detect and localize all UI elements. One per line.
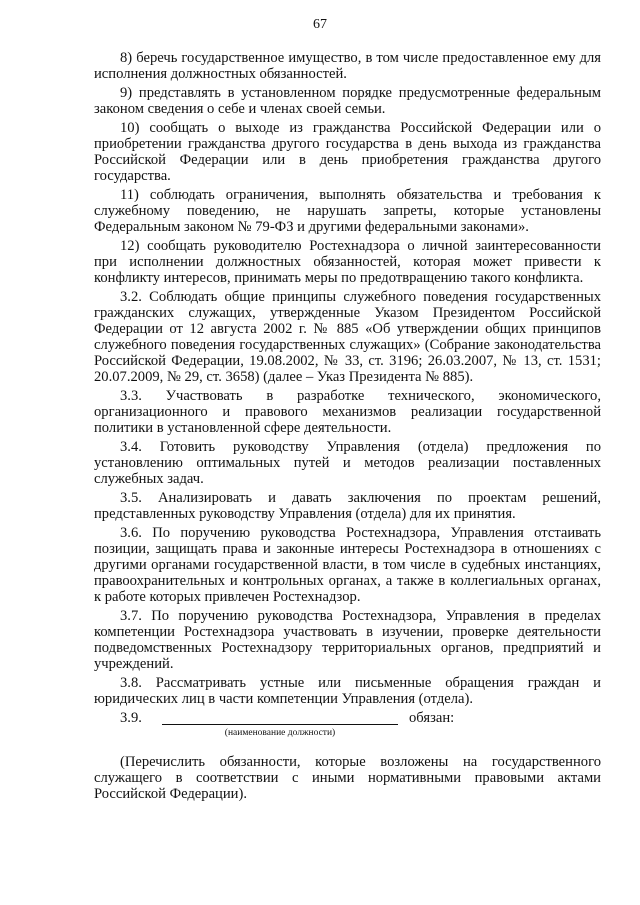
duty-item-10: 10) сообщать о выходе из гражданства Российской Федерации или о приобретении гражданства другого государства в день выхода из гражданства Российской Федерации или в день приобретения гражданства другого государства. — [94, 120, 601, 184]
duty-item-8: 8) беречь государственное имущество, в том числе предоставленное ему для исполнения должностных обязанностей. — [94, 50, 601, 82]
clause-3-3: 3.3. Участвовать в разработке технического, экономического, организационного и правового механизмов реализации государственной политики в установленной сфере деятельности. — [94, 388, 601, 436]
clause-3-9-obliged: обязан: — [409, 710, 455, 726]
clause-3-9 — [94, 710, 601, 752]
clause-3-4: 3.4. Готовить руководству Управления (отдела) предложения по установлению оптимальных путей и методов реализации поставленных служебных задач. — [94, 439, 601, 487]
clause-3-5: 3.5. Анализировать и давать заключения по проектам решений, представленных руководству Управления (отдела) для их принятия. — [94, 490, 601, 522]
duty-item-9: 9) представлять в установленном порядке предусмотренные федеральным законом сведения о себе и членах своей семьи. — [94, 85, 601, 117]
duty-item-11: 11) соблюдать ограничения, выполнять обязательства и требования к служебному поведению, не нарушать запреты, которые установлены Федеральным законом № 79-ФЗ и другими федеральными законами». — [94, 187, 601, 235]
duty-item-12: 12) сообщать руководителю Ростехнадзора о личной заинтересованности при исполнении должностных обязанностей, которая может привести к конфликту интересов, принимать меры по предотвращению такого конфликта. — [94, 238, 601, 286]
page-number: 67 — [313, 17, 327, 32]
position-name-caption: (наименование должности) — [224, 728, 336, 738]
document-body — [94, 50, 601, 805]
clause-3-9-number: 3.9. — [120, 710, 142, 726]
clause-3-8: 3.8. Рассматривать устные или письменные обращения граждан и юридических лиц в части компетенции Управления (отдела). — [94, 675, 601, 707]
closing-note: (Перечислить обязанности, которые возложены на государственного служащего в соответствии с иными нормативными правовыми актами Российской Федерации). — [94, 754, 601, 802]
clause-3-7: 3.7. По поручению руководства Ростехнадзора, Управления в пределах компетенции Ростехнадзора участвовать в изучении, проверке деятельности подведомственных Ростехнадзору территориальных органов, предприятий и учреждений. — [94, 608, 601, 672]
clause-3-2: 3.2. Соблюдать общие принципы служебного поведения государственных гражданских служащих, утвержденные Указом Президентом Российской Федерации от 12 августа 2002 г. № 885 «Об утверждении общих принципов служебного поведения государственных служащих» (Собрание законодательства Российской Федерации, 19.08.2002, № 33, ст. 3196; 26.03.2007, № 13, ст. 1531; 20.07.2009, № 29, ст. 3658) (далее – Указ Президента № 885). — [94, 289, 601, 385]
position-name-blank-line — [162, 724, 398, 725]
clause-3-6: 3.6. По поручению руководства Ростехнадзора, Управления отстаивать позиции, защищать права и законные интересы Ростехнадзора в отношениях с другими органами государственной власти, в том числе в судебных инстанциях, правоохранительных и контрольных органах, а также в коллегиальных органах, к работе которых привлечен Ростехнадзор. — [94, 525, 601, 605]
